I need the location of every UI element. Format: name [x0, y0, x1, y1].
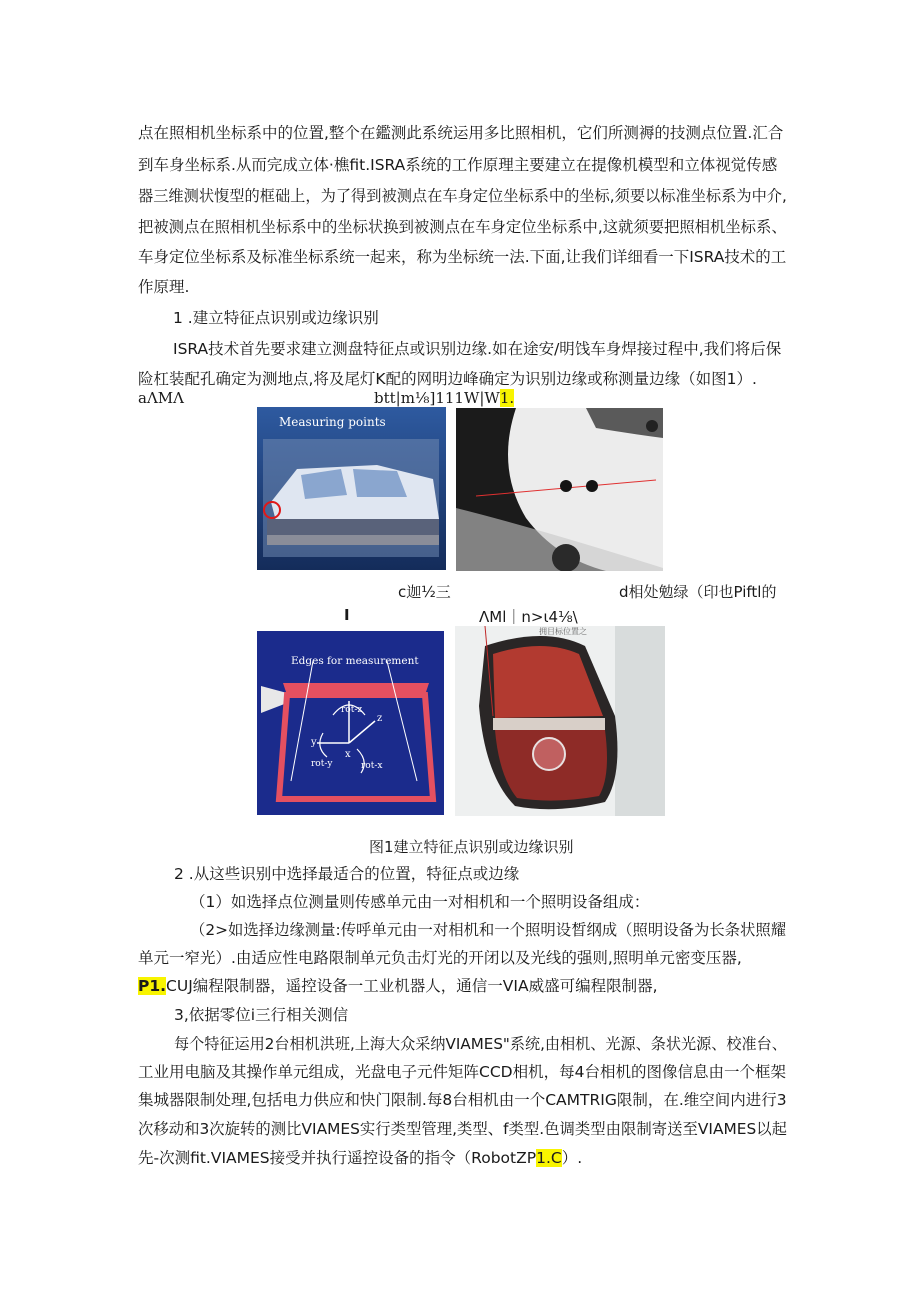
text-line: 到车身坐标系.从而完成立体·樵fit.ISRA系统的工作原理主要建立在提像机模型和立体视觉传感 — [138, 156, 778, 174]
text-line: （2>如选择边缘测量:传呼单元由一对相机和一个照明设晳纲成（照明设备为长条状照耀 — [190, 921, 787, 939]
text-line: 每个特征运用2台相机洪班,上海大众采纳VIAMES"系统,由相机、光源、条状光源、校准台、 — [174, 1035, 787, 1053]
photo-tail-light — [455, 626, 665, 816]
text-line: 把被测点在照相机坐标系中的坐标状换到被测点在车身定位坐标系中,这就须要把照相机坐标系、 — [138, 218, 787, 236]
figure-label-f: ΛMl｜n>ι4⅛\ — [479, 608, 578, 626]
figure-label-c: c迦½三 — [398, 583, 451, 601]
axis-label: x — [345, 749, 351, 760]
axis-label: y — [311, 737, 317, 748]
axis-label: rot-x — [361, 761, 383, 771]
axis-label: rot-z — [341, 705, 363, 715]
figure-caption: 图1建立特征点识别或边缘识别 — [369, 838, 574, 856]
photo-d-corner-label: 拥目标位置之 — [539, 627, 587, 636]
figure-label-e: I — [344, 606, 350, 624]
text-line: ISRA技术首先要求建立测盘特征点或识别边缘.如在途安/明饯车身焊接过程中,我们将后保 — [173, 340, 782, 358]
axis-label: z — [377, 713, 383, 724]
text-line: 单元一窄光）.由适应性电路限制单元负击灯光的开闭以及光线的强则,照明单元密变压器, — [138, 949, 742, 967]
figure-label-b: btt|m⅛]111W|W1. — [374, 389, 515, 407]
figure-label-d: d相处勉绿（印也Piftl的 — [619, 583, 777, 601]
text-line: 次移动和3次旋转的测比VIAMES实行类型管理,类型、f类型.色调类型由限制寄送至VIAMES以起 — [138, 1120, 787, 1138]
photo-measuring-points — [257, 407, 446, 570]
text-line: （1）如选择点位测量则传感单元由一对相机和一个照明设备组成： — [190, 893, 650, 911]
text-line: 点在照相机坐标系中的位置,整个在鑑测此系统运用多比照相机，它们所测褥的技测点位置.汇合 — [138, 124, 784, 142]
text-line: 工业用电脑及其操作单元组成，光盘电子元件矩阵CCD相机，每4台相机的图像信息由一个框架 — [138, 1063, 786, 1081]
section-heading-3: 3,依据零位i三行相关测信 — [174, 1006, 349, 1024]
text-line: 作原理. — [138, 278, 190, 296]
photo-a-label: Measuring points — [279, 415, 386, 429]
text-line: 险杠装配孔确定为测地点,将及尾灯K配的网明边峰确定为识别边缘或称测量边缘（如图1）. — [138, 370, 757, 388]
text-line: 先-次测fit.VIAMES接受并执行遥控设备的指令（RobotZP1.C）. — [138, 1149, 583, 1167]
text-line: 车身定位坐标系及标准坐标系统一起来，称为坐标统一法.下面,让我们详细看一下ISRA技术的工 — [138, 248, 787, 266]
photo-bumper-holes — [456, 408, 663, 571]
section-heading-1: 1 .建立特征点识别或边缘识别 — [173, 309, 379, 327]
text-line: 器三维测状愎型的框础上，为了得到被测点在车身定位坐标系中的坐标,须要以标准坐标系为中介, — [138, 187, 787, 205]
text-line: P1.CUJ编程限制器，遥控设备一工业机器人，通信一VIA威盛可编程限制器, — [138, 977, 658, 995]
section-heading-2: 2 .从这些识别中选择最适合的位置，特征点或边缘 — [174, 865, 520, 883]
photo-edges-diagram — [257, 631, 444, 815]
text-line: 集城器限制处理,包括电力供应和快门限制.每8台相机由一个CAMTRIG限制，在.维空间内进行3 — [138, 1091, 787, 1109]
axis-label: rot-y — [311, 759, 333, 769]
photo-c-label: Edges for measurement — [291, 655, 419, 667]
figure-label-a: aΛMΛ — [138, 389, 184, 407]
